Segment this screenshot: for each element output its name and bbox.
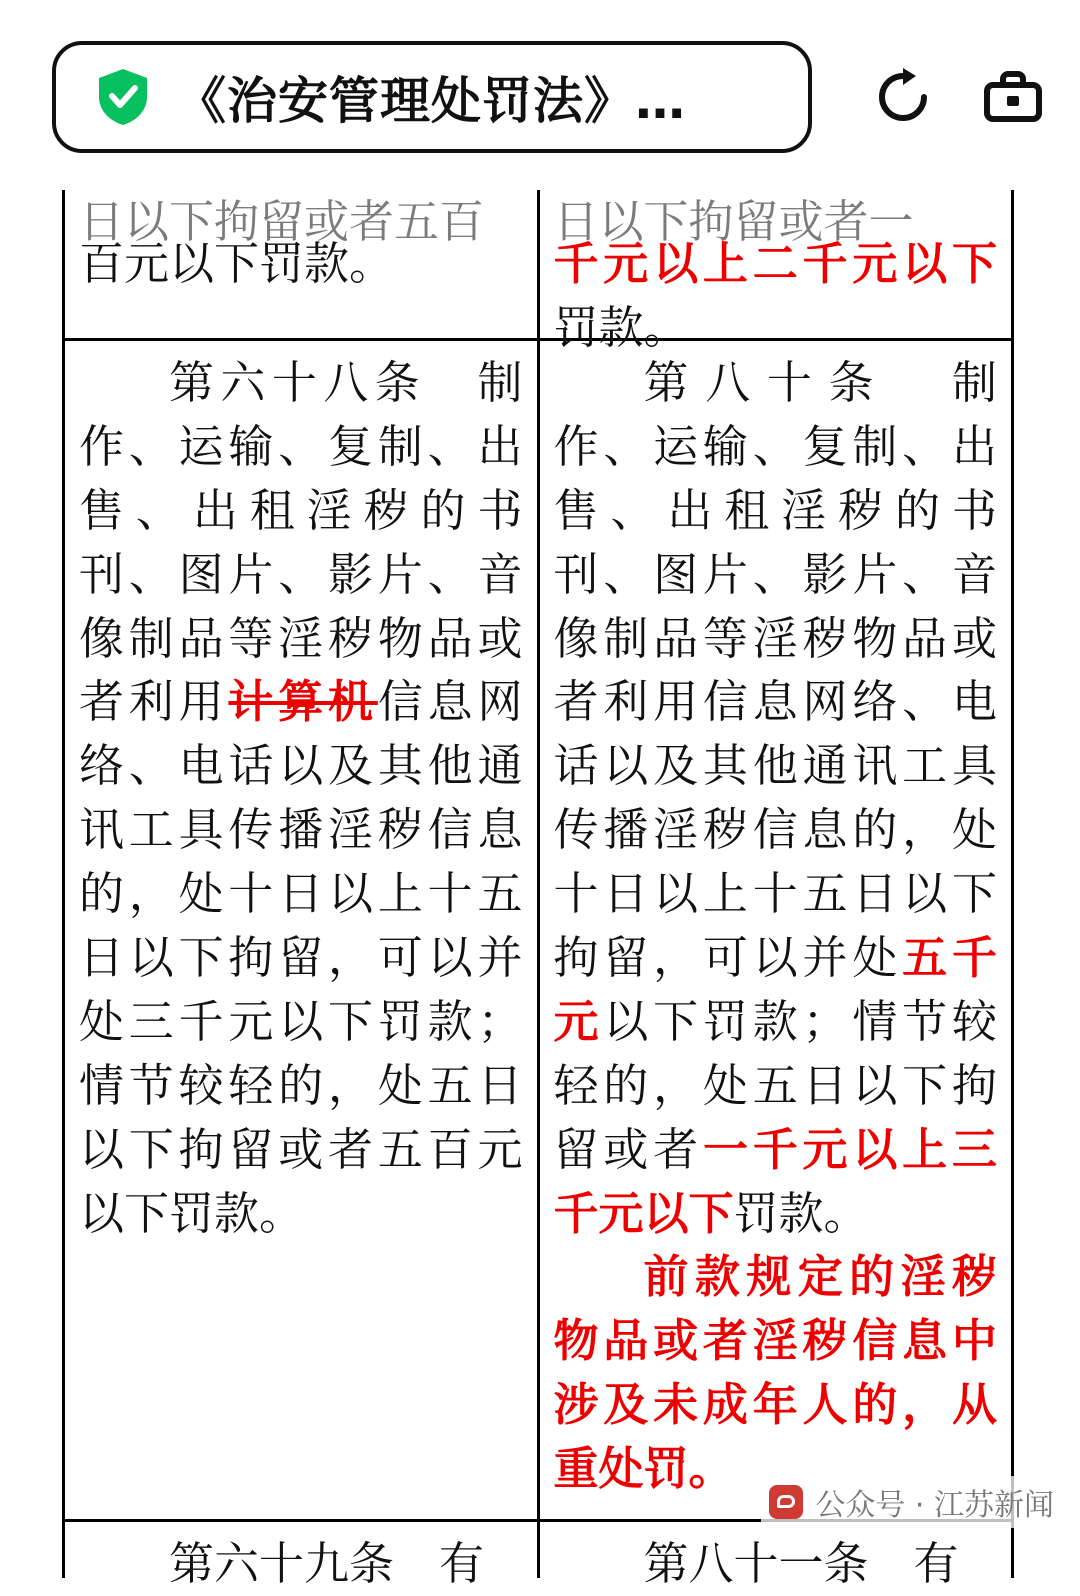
table-row [65,1522,1011,1591]
paragraph-new-clause: 前款规定的淫秽物品或者淫秽信息中涉及未成年人的，从重处罚。 [553,1250,997,1496]
page-title: 《治安管理处罚法》… [176,72,686,130]
wechat-official-account-icon [769,1485,803,1519]
toolbox-icon[interactable] [982,66,1044,128]
struck-text: 计算机 [228,675,378,729]
cell-text: 百元以下罚款。 [79,237,395,290]
table-row [65,341,1011,1522]
cell-text-3: 罚款。 [733,1186,869,1240]
table-cell-old [65,1522,540,1591]
cell-text: 制作、运输、复制、出售、出租淫秽的书刊、图片、影片、音像制品等淫秽物品或者利用信息网络、电话以及其他通讯工具传播淫秽信息的，处十日以上十五日以下拘留，可以并处 [553,356,997,985]
paragraph [79,351,523,1245]
cell-text-2: 以下罚款；情节较轻的，处五日以下拘留或者 [553,994,997,1176]
reload-icon[interactable] [872,66,934,128]
cell-text-highlight-2: 一千元以上三千元以下 [553,1122,997,1240]
article-number: 第八十一条 有 [643,1537,959,1591]
verified-shield-icon [96,67,150,127]
topbar-actions [872,66,1044,128]
watermark [761,1476,1062,1528]
page-title-pill[interactable] [52,41,812,153]
cell-text: 罚款。 [553,300,689,354]
document-viewport[interactable] [0,190,1080,1591]
cell-text: 制作、运输、复制、出售、出租淫秽的书刊、图片、影片、音像制品等淫秽物品或者利用 [79,356,523,729]
paragraph [554,351,998,1245]
comparison-table [62,190,1014,1591]
article-number: 第六十九条 有 [169,1537,485,1591]
watermark-text: 公众号 · 江苏新闻 [815,1488,1054,1523]
clipped-text-above: 日以下拘留或者一 [553,195,914,248]
table-cell-old [65,341,540,1519]
top-bar [0,0,1080,190]
table-cell-old [65,190,540,338]
article-number: 第六十八条 [169,356,427,409]
article-number: 第八十条 [643,356,891,409]
cell-text-highlight: 千元以上二千元以下 [553,237,997,290]
clipped-text-above: 日以下拘留或者五百 [79,195,485,248]
table-row [65,190,1011,354]
cell-text-highlight-1: 五千元 [553,931,997,1048]
table-cell-new [540,1522,1012,1591]
table-cell-new [540,341,1012,1519]
cell-text-tail: 信息网络、电话以及其他通讯工具传播淫秽信息的，处十日以上十五日以下拘留，可以并处三千元以下罚款；情节较轻的，处五日以下拘留或者五百元以下罚款。 [79,675,523,1240]
table-cell-new [540,190,1012,354]
